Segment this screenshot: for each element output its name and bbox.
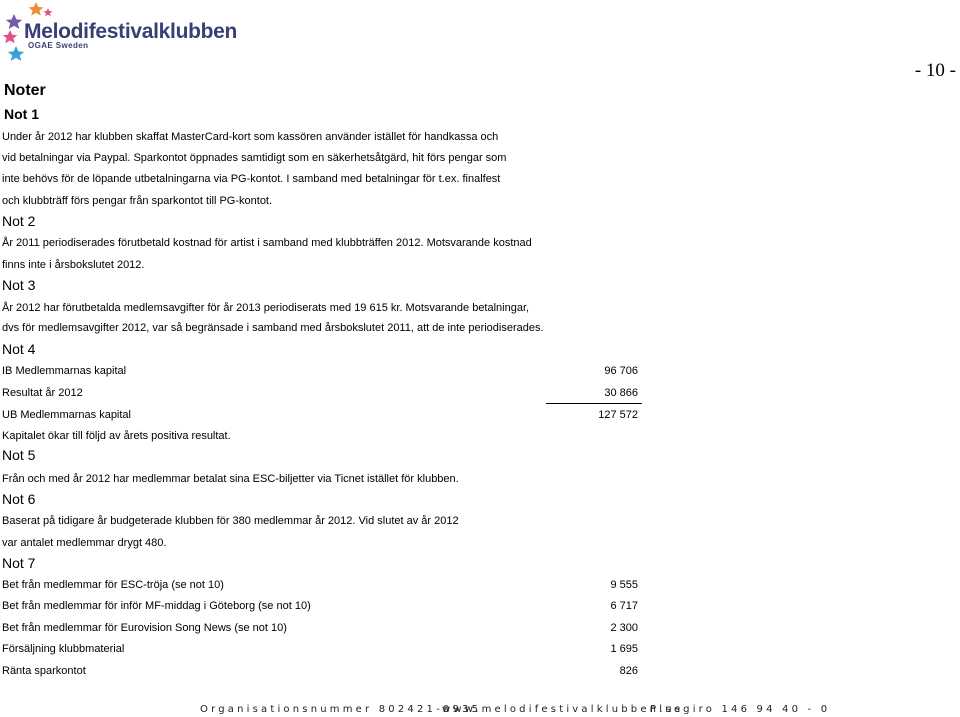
not2-line: År 2011 periodiserades förutbetald kostnad för artist i samband med klubbträffen 2012. Motsvarande kostnad	[2, 237, 532, 249]
not4-row-value: 127 572	[598, 409, 638, 421]
sum-rule	[546, 403, 642, 404]
logo-title: Melodifestivalklubben	[24, 20, 238, 43]
not1-heading: Not 1	[4, 106, 39, 122]
not6-heading: Not 6	[2, 491, 36, 507]
not4-heading: Not 4	[2, 341, 36, 357]
not1-line: och klubbträff förs pengar från sparkontot till PG-kontot.	[2, 195, 273, 207]
not1-line: inte behövs för de löpande utbetalningarna via PG-kontot. I samband med betalningar för t.ex. finalfest	[2, 173, 501, 185]
notes-title: Noter	[4, 82, 46, 99]
not6-line: var antalet medlemmar drygt 480.	[2, 537, 167, 549]
not1-line: Under år 2012 har klubben skaffat MasterCard-kort som kassören använder istället för handkassa och	[2, 131, 499, 143]
not7-row-label: Bet från medlemmar för ESC-tröja (se not 10)	[2, 579, 224, 591]
not2-heading: Not 2	[2, 213, 36, 229]
not7-row-label: Bet från medlemmar för inför MF-middag i Göteborg (se not 10)	[2, 600, 311, 612]
page-number: - 10 -	[914, 60, 956, 81]
not5-heading: Not 5	[2, 447, 36, 463]
not7-row-value: 6 717	[610, 600, 638, 612]
not2-line: finns inte i årsbokslutet 2012.	[2, 259, 145, 271]
footer-org-number: Organisationsnummer 802421-0935	[200, 704, 482, 715]
not4-row-value: 96 706	[604, 365, 638, 377]
not7-row-value: 9 555	[610, 579, 638, 591]
not7-row-label: Bet från medlemmar för Eurovision Song News (se not 10)	[2, 622, 287, 634]
not7-row-label: Försäljning klubbmaterial	[2, 643, 125, 655]
not4-row-label: IB Medlemmarnas kapital	[2, 365, 127, 377]
not3-heading: Not 3	[2, 277, 36, 293]
not3-line: dvs för medlemsavgifter 2012, var så begränsade i samband med årsbokslutet 2011, att de inte periodiserades.	[2, 322, 544, 334]
not4-row-label: UB Medlemmarnas kapital	[2, 409, 131, 421]
not5-line: Från och med år 2012 har medlemmar betalat sina ESC-biljetter via Ticnet istället för klubben.	[2, 473, 459, 485]
footer-website-link[interactable]: www.melodifestivalklubben.se	[442, 704, 684, 715]
logo-subtitle: OGAE Sweden	[28, 41, 89, 50]
not4-row-value: 30 866	[604, 387, 638, 399]
not7-row-value: 2 300	[610, 622, 638, 634]
not7-row-value: 1 695	[610, 643, 638, 655]
not7-row-label: Ränta sparkontot	[2, 665, 86, 677]
not4-row-label: Resultat år 2012	[2, 387, 83, 399]
not6-line: Baserat på tidigare år budgeterade klubben för 380 medlemmar år 2012. Vid slutet av år 2012	[2, 515, 459, 527]
not3-line: År 2012 har förutbetalda medlemsavgifter för år 2013 periodiserats med 19 615 kr. Motsvarande betalningar,	[2, 302, 530, 314]
not7-heading: Not 7	[2, 555, 36, 571]
not1-line: vid betalningar via Paypal. Sparkontot öppnades samtidigt som en säkerhetsåtgärd, hit förs pengar som	[2, 152, 507, 164]
footer-plusgiro: Plusgiro 146 94 40 - 0	[650, 704, 831, 715]
not7-row-value: 826	[619, 665, 638, 677]
not4-note: Kapitalet ökar till följd av årets positiva resultat.	[2, 430, 231, 442]
